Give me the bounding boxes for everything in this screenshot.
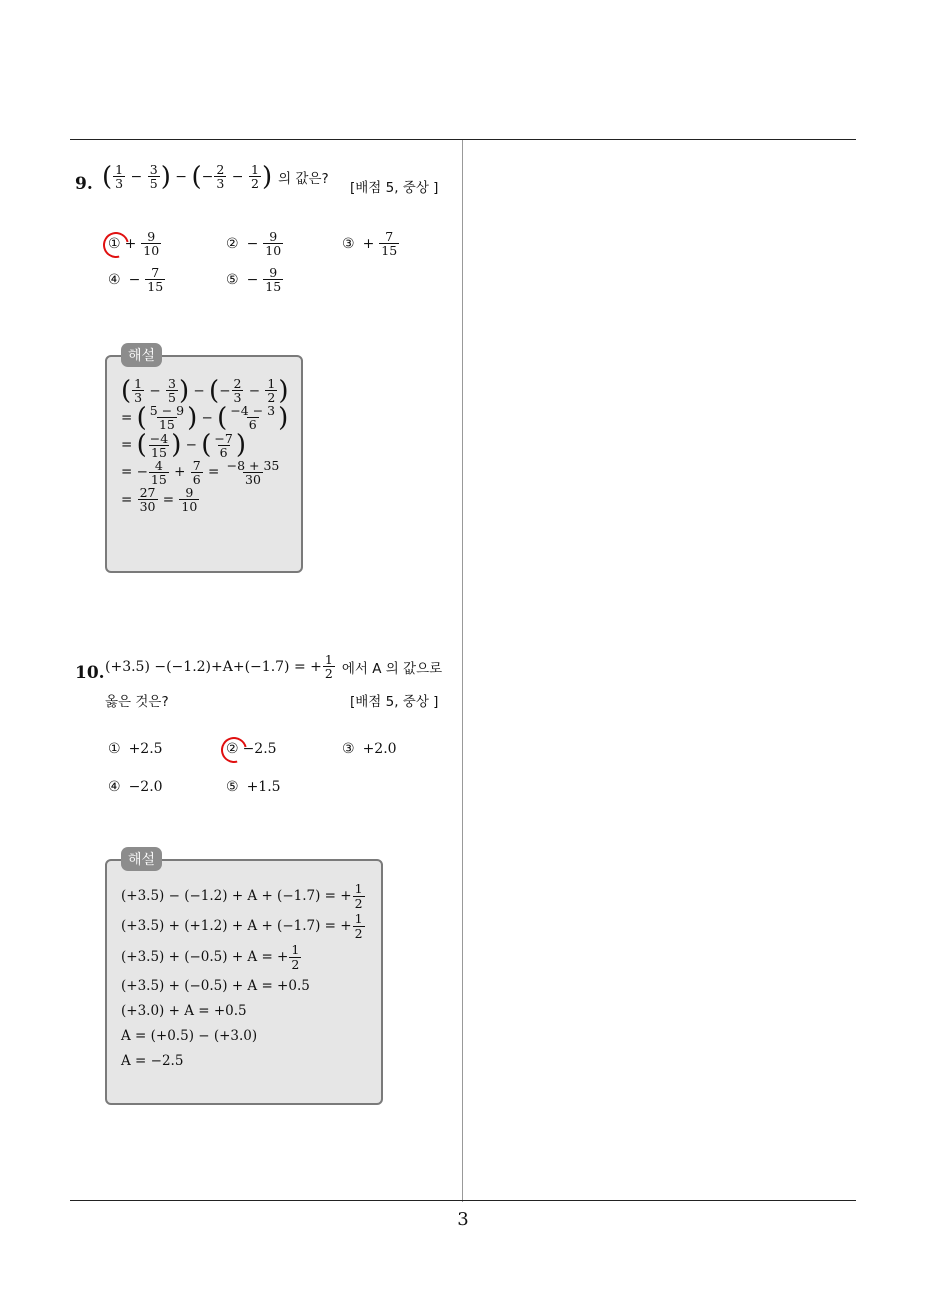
question-10-tail-2: 옳은 것은? [105,694,169,710]
q9-solution-line: = − $\frac{4}{15}$ + $\frac{7}{6}$ = $\frac{-8 + 35}{30}$ [121,457,280,487]
q10-solution-box [105,852,383,1105]
question-9-score: [배점 5, 중상 ] [350,180,439,196]
q9-choice-5-mark: ⑤ [226,271,239,288]
q9-solution-line: = ( $\frac{-4}{15}$ ) − ( $\frac{-7}{6}$ ) [121,430,247,461]
q9-choice-1-mark: ① [108,235,121,252]
q9-choice-4[interactable]: ④ − $\frac{7}{15}$ [108,265,164,295]
question-9-number: 9. [75,174,93,194]
q10-solution-line: (+3.5) + (−0.5) + A = + $\frac{1}{2}$ [121,942,300,972]
q9-solution-tag: 해설 [121,343,162,367]
q10-solution-line: A = (+0.5) − (+3.0) [121,1027,258,1044]
q9-choice-2[interactable]: ② − $\frac{9}{10}$ [226,229,282,259]
question-10-score: [배점 5, 중상 ] [350,694,439,710]
q9-choice-2-mark: ② [226,235,239,252]
q9-choice-4-mark: ④ [108,271,121,288]
q10-solution-line: (+3.5) + (−0.5) + A = +0.5 [121,977,310,994]
q9-choice-3-mark: ③ [342,235,355,252]
q9-choice-3[interactable]: ③ + $\frac{7}{15}$ [342,229,398,259]
q10-choice-2[interactable]: ② −2.5 [226,741,277,757]
q9-choice-1[interactable]: ① + $\frac{9}{10}$ [108,229,160,259]
q10-choice-3[interactable]: ③ +2.0 [342,741,397,757]
q9-choice-5[interactable]: ⑤ − $\frac{9}{15}$ [226,265,282,295]
q10-solution-line: A = −2.5 [121,1052,184,1069]
q10-choice-5[interactable]: ⑤ +1.5 [226,779,281,795]
page-number: 3 [457,1209,469,1230]
question-10-number: 10. [75,663,105,683]
q9-solution-line: = $\frac{27}{30}$ = $\frac{9}{10}$ [121,485,198,515]
question-10-equation: (+3.5) −(−1.2)+A+(−1.7) = + [105,658,322,675]
q10-choice-4[interactable]: ④ −2.0 [108,779,163,795]
q10-choice-1[interactable]: ① +2.5 [108,741,163,757]
question-10-tail: 에서 A 의 값으로 [341,660,443,677]
q9-solution-line: = ( $\frac{5 - 9}{15}$ ) − ( $\frac{-4 - 3}{6}$ ) [121,402,289,433]
q10-solution-line: (+3.0) + A = +0.5 [121,1002,247,1019]
q9-solution-box [105,348,303,573]
q10-solution-tag: 해설 [121,847,162,871]
question-9-stem: ( $\frac{1}{3}$ − $\frac{3}{5}$ ) − ( − $\frac{2}{3}$ − $\frac{1}{2}$ ) 의 값은? [102,161,329,192]
q9-solution-line: ( $\frac{1}{3}$ − $\frac{3}{5}$ ) − ( − $\frac{2}{3}$ − $\frac{1}{2}$ ) [121,375,289,406]
question-10-stem: (+3.5) −(−1.2)+A+(−1.7) = + $\frac{1}{2}$ 에서 A 의 값으로 [105,652,443,682]
question-9-tail: 의 값은? [278,170,329,187]
q10-solution-line: (+3.5) + (+1.2) + A + (−1.7) = + $\frac{1}{2}$ [121,911,363,941]
top-rule [70,139,856,140]
q10-solution-line: (+3.5) − (−1.2) + A + (−1.7) = + $\frac{1}{2}$ [121,881,363,911]
column-divider [462,140,463,1202]
bottom-rule [70,1200,856,1201]
